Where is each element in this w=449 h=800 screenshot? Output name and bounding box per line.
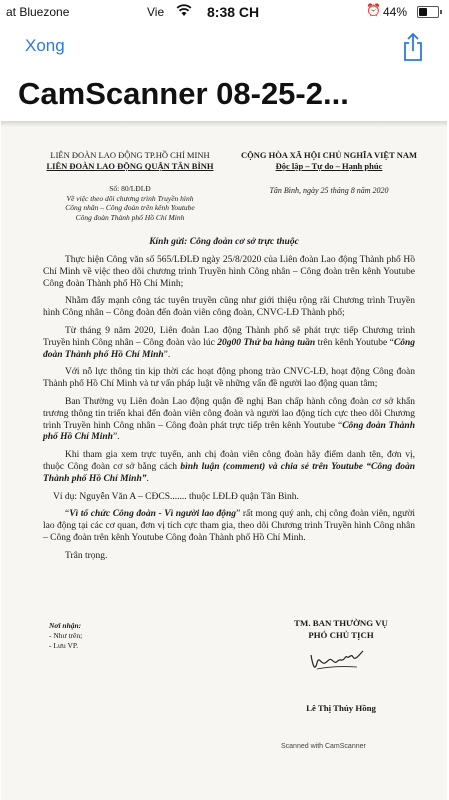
- alarm-icon: ⏰: [366, 3, 381, 17]
- navigation-bar: [0, 24, 449, 70]
- signer-org: TM. BAN THƯỜNG VỤ: [294, 618, 388, 628]
- paragraph-6: Khi tham gia xem trực tuyến, anh chị đoàn viên công đoàn hãy điểm danh tên, đơn vị, thuộc Công đoàn cơ sở bằng cách bình luận (comment) và chia sẻ trên Youtube “Công đoàn Thành phố Hồ Chí Minh”.: [43, 450, 415, 484]
- national-title: CỘNG HÒA XÃ HỘI CHỦ NGHĨA VIỆT NAM: [240, 150, 418, 160]
- battery-percent: 44%: [383, 5, 408, 19]
- example-line: Ví dụ: Nguyễn Văn A – CĐCS....... thuộc LĐLĐ quận Tân Bình.: [53, 491, 299, 502]
- recipients-label: Nơi nhận:: [49, 621, 82, 630]
- carrier-label: at Bluezone: [6, 5, 70, 19]
- recipient-item: - Như trên;: [49, 631, 83, 640]
- org-name-city: LIÊN ĐOÀN LAO ĐỘNG TP.HỒ CHÍ MINH: [50, 150, 210, 160]
- closing-line: Trân trọng.: [65, 550, 108, 561]
- document-title: CamScanner 08-25-2...: [18, 76, 349, 111]
- subject-line-2: Công nhân – Công đoàn trên kênh Youtube: [65, 203, 195, 212]
- header-right: [227, 150, 431, 172]
- document-date: Tân Bình, ngày 25 tháng 8 năm 2020: [269, 186, 389, 195]
- recipients-list: [49, 621, 82, 651]
- done-button[interactable]: Xong: [25, 36, 65, 55]
- share-icon[interactable]: [400, 32, 426, 62]
- recipient-label: Kính gửi:: [149, 237, 188, 247]
- national-motto: Độc lập – Tự do – Hạnh phúc: [275, 161, 383, 171]
- paragraph-5: Ban Thường vụ Liên đoàn Lao động quận đề nghị Ban chấp hành công đoàn cơ sở khẩn trương thông tin triển khai đến đoàn viên công đoàn và người lao động tích cực theo dõi Chương trình Truyền hình Công nhân – Công đoàn phát trực tiếp trên kênh Youtube “Công đoàn Thành phố Hồ Chí Minh”.: [43, 396, 415, 443]
- status-bar: [0, 0, 449, 24]
- document-number: Số: 80/LĐLĐ: [109, 184, 151, 193]
- subject-line-3: Công đoàn Thành phố Hồ Chí Minh: [75, 212, 185, 222]
- paragraph-3: Từ tháng 9 năm 2020, Liên đoàn Lao động Thành phố sẽ phát trực tiếp Chương trình Truyền hình Công nhân – Công đoàn vào lúc 20g00 Thứ ba hàng tuần trên kênh Youtube “Công đoàn Thành phố Hồ Chí Minh”.: [43, 325, 415, 360]
- recipient-line: [1, 237, 447, 247]
- paragraph-4: Với nỗ lực thông tin kịp thời các hoạt động phong trào CNVC-LĐ, hoạt động Công đoàn Thành phố Hồ Chí Minh và tư vấn pháp luật về những vấn đề người lao động quan tâm;: [43, 367, 415, 390]
- header-left: [35, 150, 225, 172]
- paragraph-1: Thực hiện Công văn số 565/LĐLĐ ngày 25/8/2020 của Liên đoàn Lao động Thành phố Hồ Chí Minh về việc theo dõi chương trình Truyền hình Công nhân – Công đoàn trên kênh Youtube Công đoàn Thành phố Hồ Chí Minh;: [43, 255, 415, 289]
- scanned-document: [1, 121, 447, 800]
- clock: 8:38 CH: [207, 4, 260, 20]
- signer-title: PHÓ CHỦ TỊCH: [308, 630, 374, 640]
- battery-fill: [419, 8, 427, 16]
- camscanner-watermark: Scanned with CamScanner: [281, 743, 366, 750]
- document-reference: [35, 184, 225, 222]
- wifi-icon: [176, 3, 192, 20]
- recipient-item: - Lưu VP.: [49, 641, 79, 650]
- subject-line-1: Về việc theo dõi chương trình Truyền hình: [66, 193, 194, 203]
- paragraph-7: “Vì tổ chức Công đoàn - Vì người lao động” rất mong quý anh, chị công đoàn viên, người lao động tại các cơ quan, đơn vị tích cực tham gia, theo dõi Chương trình Truyền hình Công nhân – Công đoàn trên kênh Youtube Công đoàn Thành phố Hồ Chí Minh.: [43, 509, 415, 543]
- document-body: [43, 255, 415, 569]
- handwritten-signature: [307, 645, 367, 675]
- signature-block: [251, 617, 431, 641]
- org-name-district: LIÊN ĐOÀN LAO ĐỘNG QUẬN TÂN BÌNH: [46, 161, 214, 171]
- paragraph-2: Nhằm đẩy mạnh công tác tuyên truyền cũng như giới thiệu rộng rãi Chương trình Truyền hình Công nhân – Công đoàn đến đoàn viên công đoàn, CNVC-LĐ Thành phố;: [43, 296, 415, 319]
- recipient-name: Công đoàn cơ sở trực thuộc: [189, 237, 299, 247]
- battery-icon: [417, 6, 439, 18]
- second-carrier-label: Vie: [147, 5, 165, 19]
- signer-name: Lê Thị Thúy Hồng: [306, 703, 376, 713]
- paper-edge: [1, 121, 447, 127]
